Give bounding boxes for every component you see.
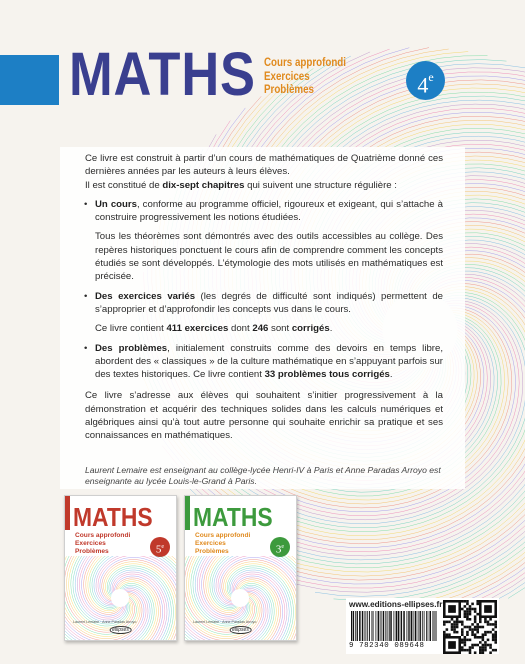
related-book-3e[interactable] [184,495,297,641]
publisher-logo: ellipses [229,626,252,634]
thumb-title: MATHS [193,502,273,532]
grade-suffix: e [428,70,434,84]
thumb-grade-badge: 3e [270,537,290,557]
isbn-barcode [349,611,439,641]
list-item-problemes: • Des problèmes, initialement construits comme des devoirs en temps libre, abordent des « classiques » de la culture mathématique en s’appuyant parfois sur des textes historiques. Ce livre contient 33 problèmes tous corrigés. [84,342,443,381]
grade-badge [406,61,445,100]
qr-code [443,600,497,654]
subtitle-line: Exercices [264,70,310,83]
bullet: • [84,342,88,354]
authors-note: Laurent Lemaire est enseignant au collège-lycée Henri-IV à Paris et Anne Paradas Arroyo est enseignante au lycée Louis-le-Grand à Paris. [85,464,441,487]
publisher-website[interactable]: www.editions-ellipses.fr [349,600,443,609]
thumb-subtitle: Cours approfondi Exercices Problèmes [75,532,131,555]
thumb-authors: Laurent Lemaire · Anne Paradas Arroyo [193,620,257,624]
book-subtitle [264,57,346,98]
subtitle-line: Cours approfondi [264,57,346,69]
subtitle-line: Problèmes [264,84,314,96]
list-item-exercices: • Des exercices variés (les degrés de difficulté sont indiqués) permettent de s’approprier et d’approfondir les concepts vus dans le cours. Ce livre contient 411 exercices dont 246 sont corrigés. [84,290,444,335]
grade-number: 4 [417,72,429,98]
bullet: • [84,290,88,302]
publisher-logo: ellipses [109,626,132,634]
book-title: MATHS [69,40,256,108]
back-cover-text [85,152,443,443]
closing-paragraph: Ce livre s’adresse aux élèves qui souhaitent s’initier progressivement à la démonstration et acquérir des techniques solides dans les calculs numériques et algébriques ainsi qu’à tout autre personne qui souhaite enrichir sa pratique et ses connaissances en mathématiques. [85,390,443,442]
thumb-grade-badge: 5e [150,537,170,557]
thumb-title: MATHS [73,502,153,532]
blue-accent-bar [0,55,59,105]
bullet: • [84,198,88,210]
thumb-accent-bar [65,496,70,530]
intro-structure: Il est constitué de dix-sept chapitres qui suivent une structure régulière : [85,179,397,191]
thumb-accent-bar [185,496,190,530]
thumb-authors: Laurent Lemaire · Anne Paradas Arroyo [73,620,137,624]
related-book-5e[interactable] [64,495,177,641]
thumb-subtitle: Cours approfondi Exercices Problèmes [195,532,251,555]
isbn-number: 9 782340 089648 [349,642,425,650]
intro-paragraph: Ce livre est construit à partir d’un cours de mathématiques de Quatrième donné ces dernières années par les auteurs à leurs élèves. [85,153,443,178]
list-item-cours: • Un cours, conforme au programme officiel, rigoureux et exigeant, qui s’attache à construire progressivement les notions étudiées. Tous les théorèmes sont démontrés avec des outils accessibles au collège. Des repères historiques ponctuent le cours afin de comprendre comment les concepts étudiés se sont développés. L’étymologie des mots utilisés en mathématiques est précisée. [84,198,443,283]
